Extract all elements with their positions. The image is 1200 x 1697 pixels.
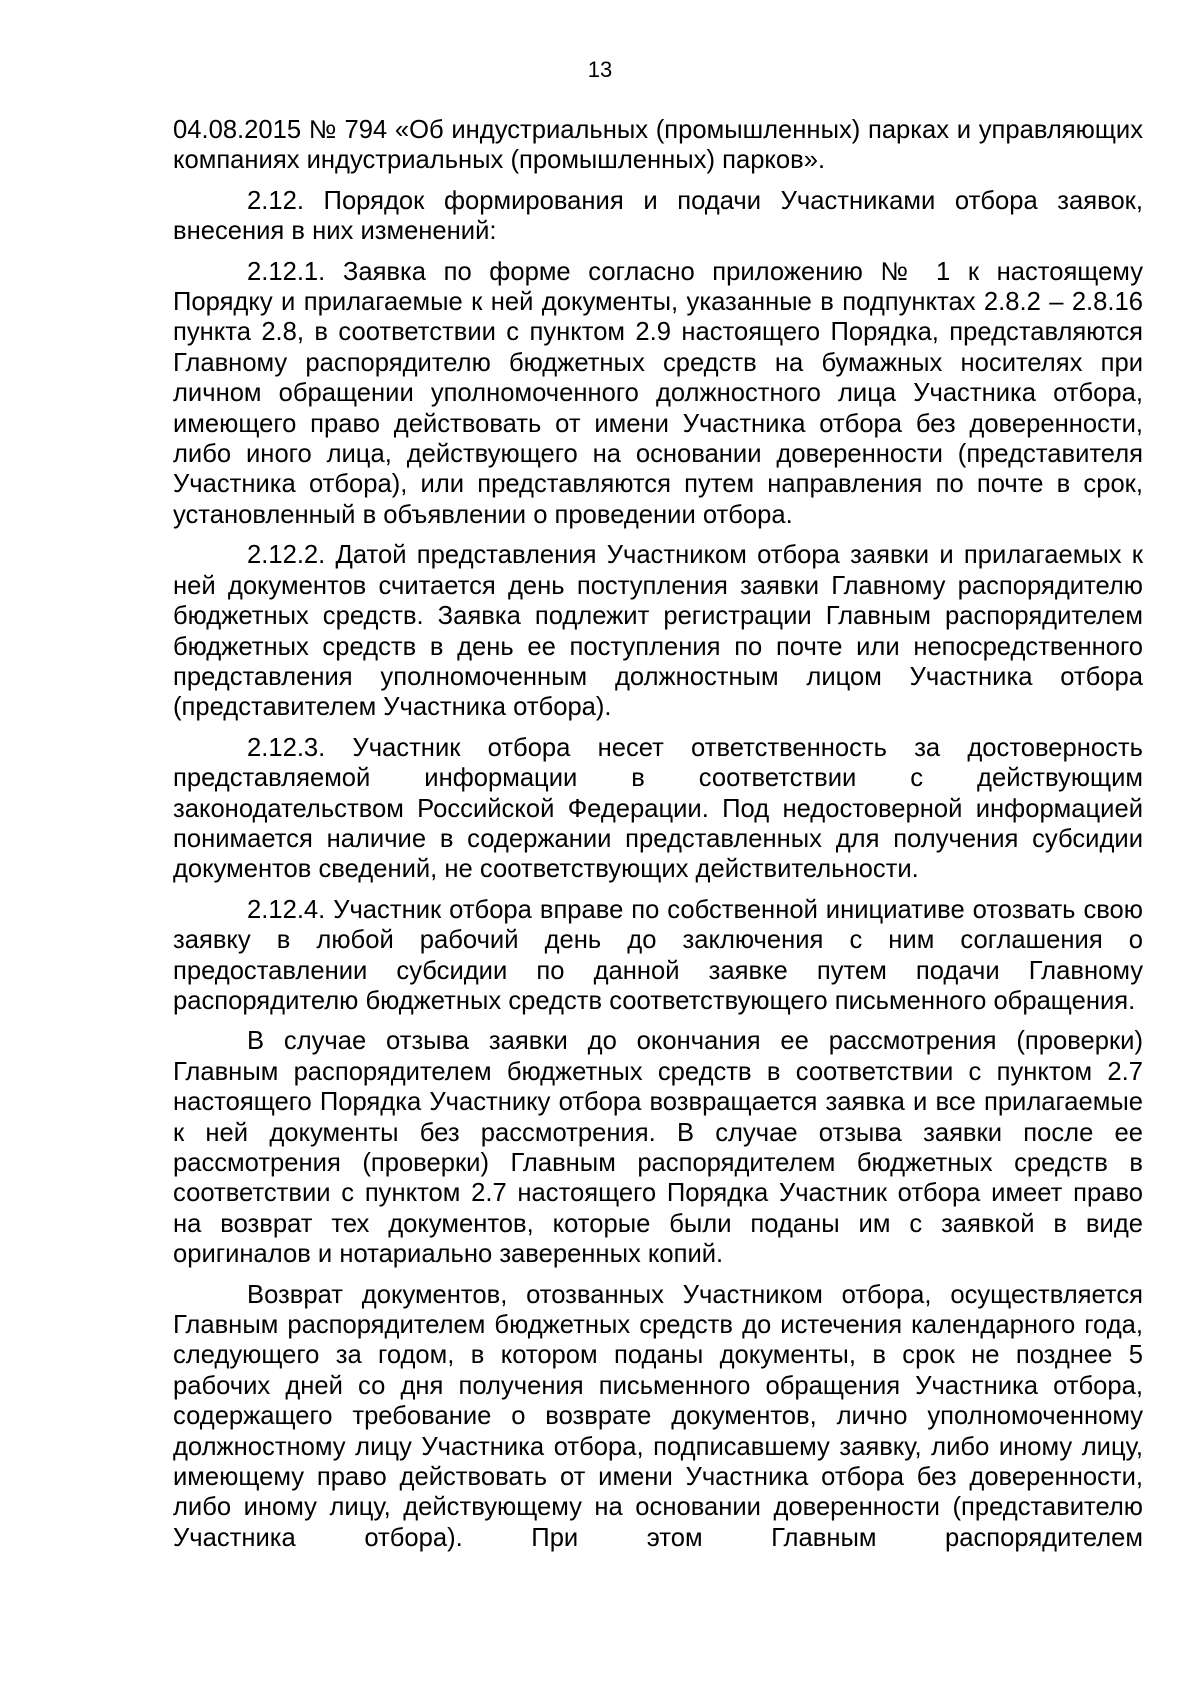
page-number: 13 [587, 57, 613, 82]
document-body [173, 115, 1143, 1563]
paragraph-withdrawal-case: В случае отзыва заявки до окончания ее рассмотрения (проверки) Главным распорядителем бюджетных средств в соответствии с пунктом 2.7 настоящего Порядка Участнику отбора возвращается заявка и все прилагаемые к ней документы без рассмотрения. В случае отзыва заявки после ее рассмотрения (проверки) Главным распорядителем бюджетных средств в соответствии с пунктом 2.7 настоящего Порядка Участник отбора имеет право на возврат тех документов, которые были поданы им с заявкой в виде оригиналов и нотариально заверенных копий. [173, 1027, 1143, 1269]
paragraph-document-return: Возврат документов, отозванных Участником отбора, осуществляется Главным распорядителем бюджетных средств до истечения календарного года, следующего за годом, в котором поданы документы, в срок не позднее 5 рабочих дней со дня получения письменного обращения Участника отбора, содержащего требование о возврате документов, лично уполномоченному должностному лицу Участника отбора, подписавшему заявку, либо иному лицу, имеющему право действовать от имени Участника отбора без доверенности, либо иному лицу, действующему на основании доверенности (представителю Участника отбора). При этом Главным распорядителем [173, 1280, 1143, 1552]
paragraph-law-reference: 04.08.2015 № 794 «Об индустриальных (промышленных) парках и управляющих компаниях индустриальных (промышленных) парков». [173, 116, 1143, 175]
paragraph-2-12-2: 2.12.2. Датой представления Участником отбора заявки и прилагаемых к ней документов считается день поступления заявки Главному распорядителю бюджетных средств. Заявка подлежит регистрации Главным распорядителем бюджетных средств в день ее поступления по почте или непосредственного представления уполномоченным должностным лицом Участника отбора (представителем Участника отбора). [173, 541, 1143, 722]
paragraph-2-12-1: 2.12.1. Заявка по форме согласно приложению № 1 к настоящему Порядку и прилагаемые к ней документы, указанные в подпунктах 2.8.2 – 2.8.16 пункта 2.8, в соответствии с пунктом 2.9 настоящего Порядка, представляются Главному распорядителю бюджетных средств на бумажных носителях при личном обращении уполномоченного должностного лица Участника отбора, имеющего право действовать от имени Участника отбора без доверенности, либо иного лица, действующего на основании доверенности (представителя Участника отбора), или представляются путем направления по почте в срок, установленный в объявлении о проведении отбора. [173, 257, 1143, 529]
paragraph-2-12-4: 2.12.4. Участник отбора вправе по собственной инициативе отозвать свою заявку в любой рабочий день до заключения с ним соглашения о предоставлении субсидии по данной заявке путем подачи Главному распорядителю бюджетных средств соответствующего письменного обращения. [173, 895, 1143, 1015]
paragraph-2-12-3: 2.12.3. Участник отбора несет ответственность за достоверность представляемой информации в соответствии с действующим законодательством Российской Федерации. Под недостоверной информацией понимается наличие в содержании представленных для получения субсидии документов сведений, не соответствующих действительности. [173, 733, 1143, 884]
paragraph-2-12: 2.12. Порядок формирования и подачи Участниками отбора заявок, внесения в них изменений: [173, 186, 1143, 246]
